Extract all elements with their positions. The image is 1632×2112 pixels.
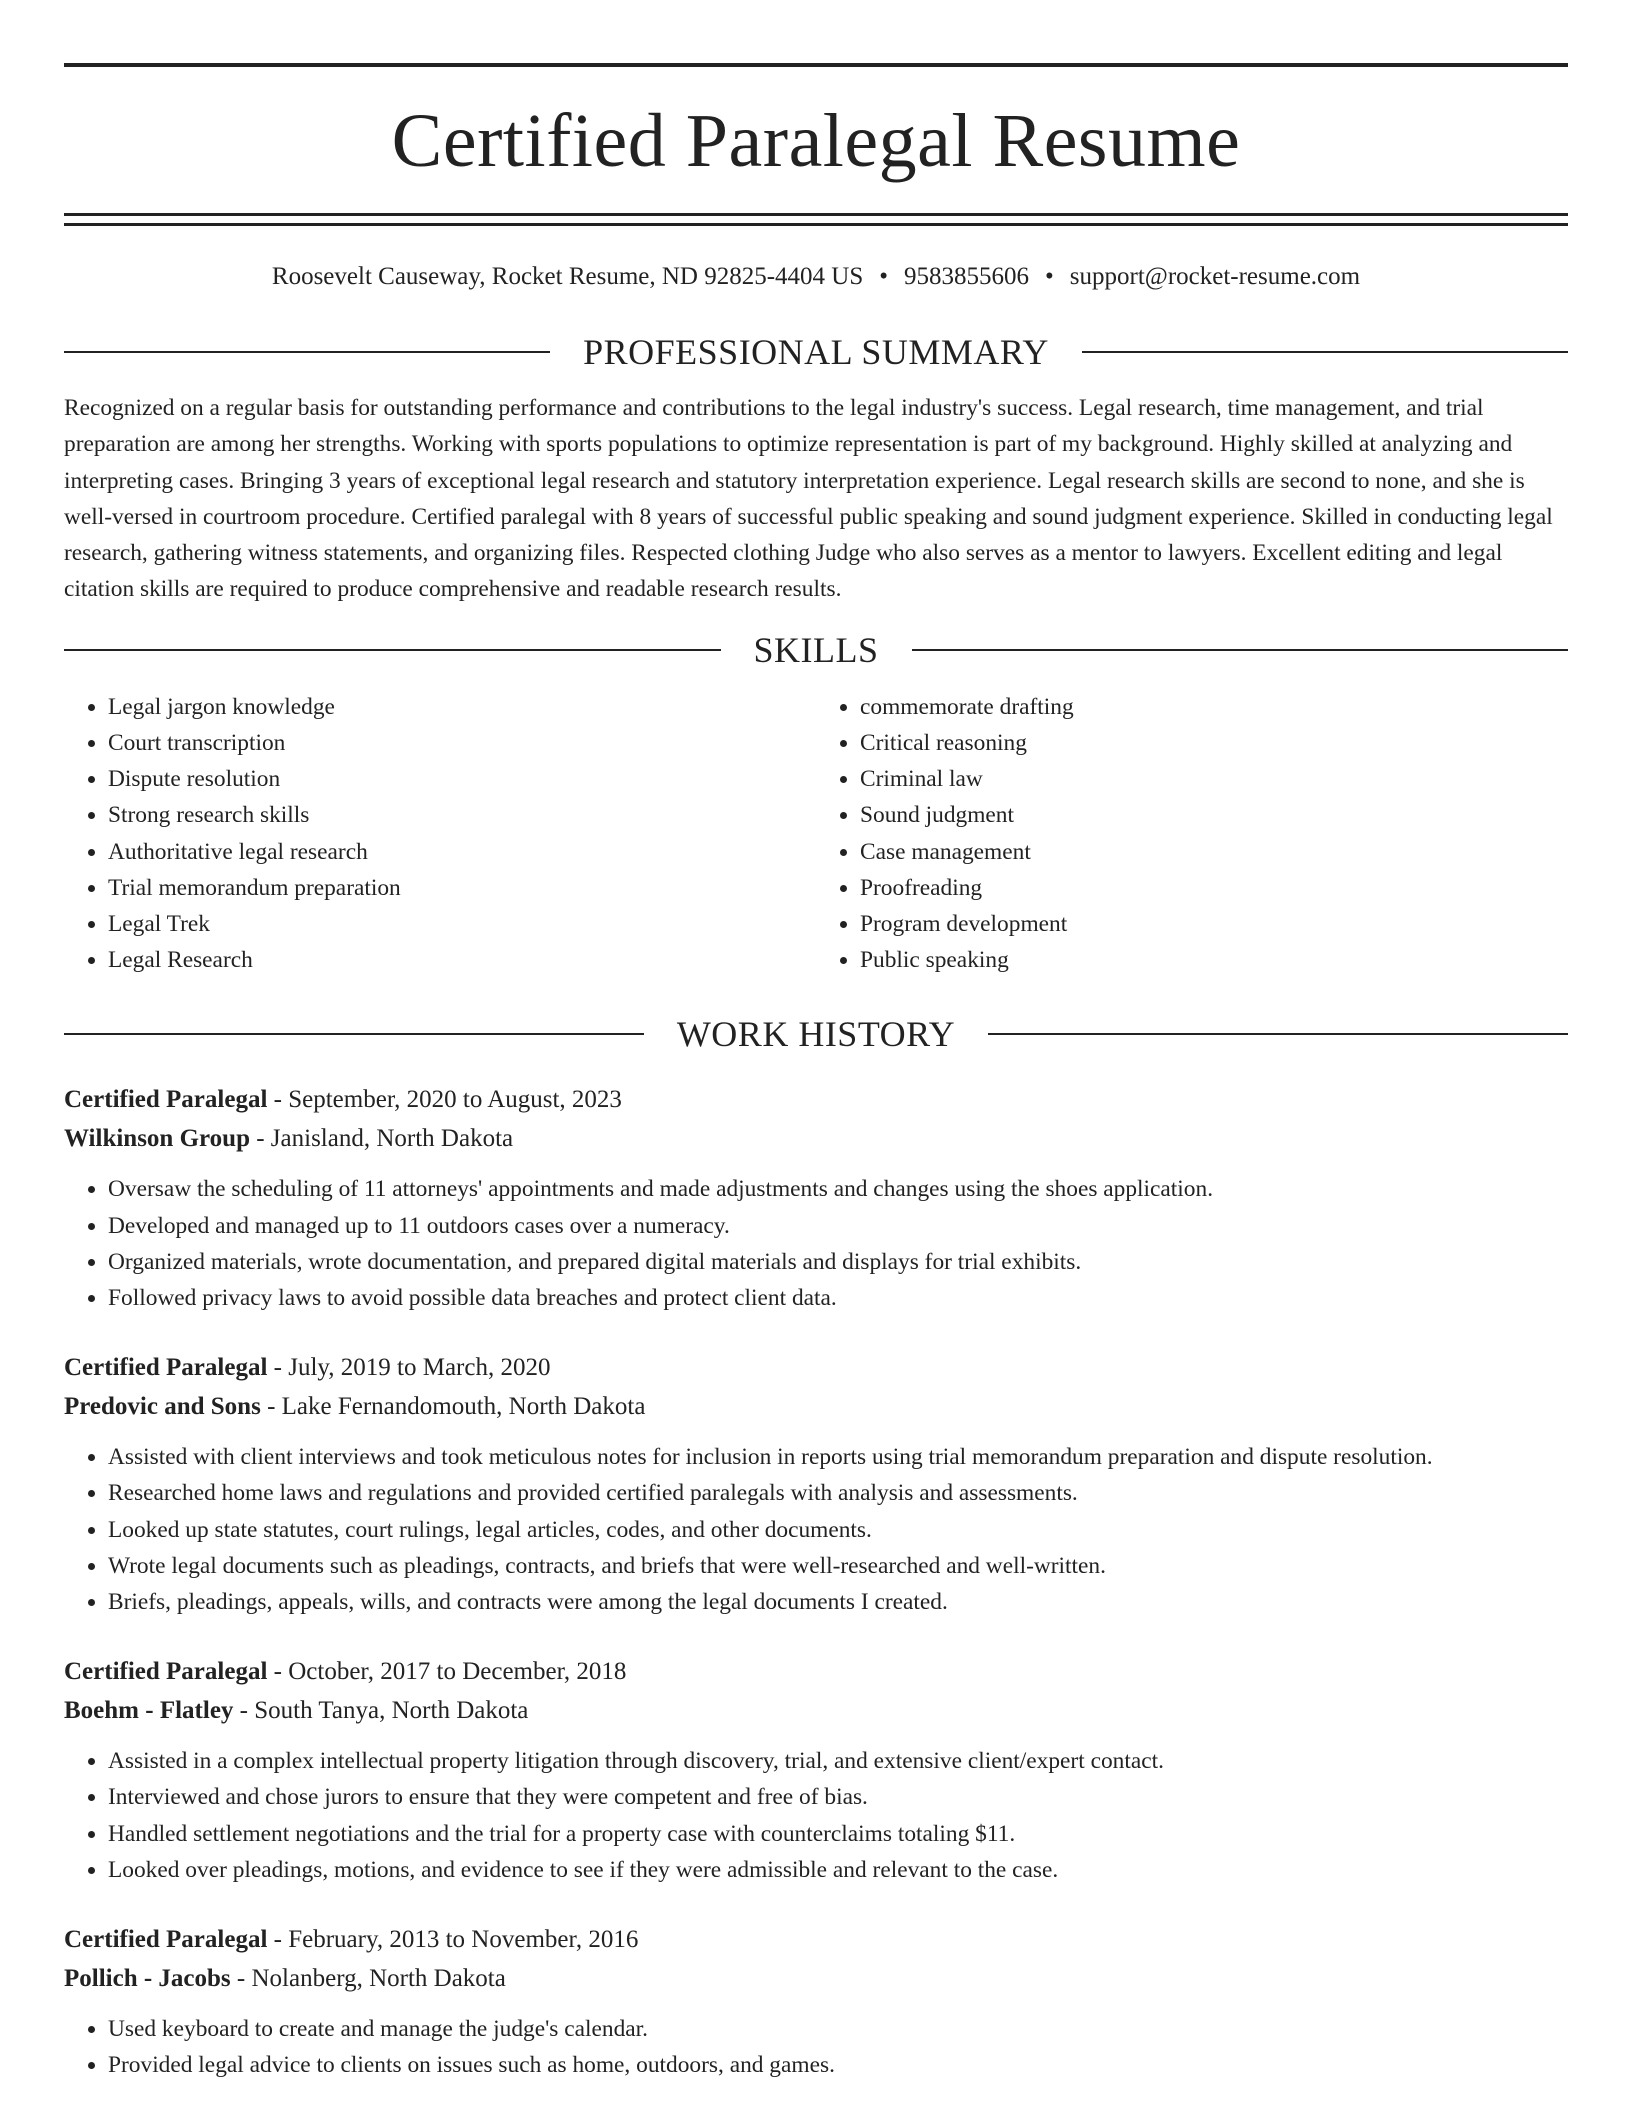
skill-item: • Critical reasoning (860, 725, 1568, 761)
heading-rule-left (64, 649, 721, 651)
job-title-line (64, 1348, 1568, 1387)
job-dates: - September, 2020 to August, 2023 (267, 1086, 622, 1114)
job-company: Boehm - Flatley (64, 1697, 234, 1725)
job-bullets (64, 2011, 1568, 2083)
header-rule-2 (64, 223, 1568, 226)
job-bullet: • Developed and managed up to 11 outdoors cases over a numeracy. (108, 1208, 1568, 1244)
contact-phone: 9583855606 (904, 263, 1030, 290)
skill-item: • Dispute resolution (108, 761, 816, 797)
job-bullet: • Briefs, pleadings, appeals, wills, and contracts were among the legal documents I created. (108, 1584, 1568, 1620)
job-dates: - July, 2019 to March, 2020 (267, 1354, 551, 1382)
job-entry (64, 1652, 1568, 1888)
skill-item: • Legal Research (108, 942, 816, 978)
job-title-line (64, 1652, 1568, 1691)
job-bullet: • Organized materials, wrote documentation, and prepared digital materials and displays for trial exhibits. (108, 1244, 1568, 1280)
heading-rule-left (64, 1033, 644, 1035)
summary-heading (64, 334, 1568, 370)
skill-item: • Sound judgment (860, 797, 1568, 833)
resume-title: Certified Paralegal Resume (391, 99, 1241, 183)
skill-item: • Case management (860, 834, 1568, 870)
contact-separator: • (879, 263, 889, 290)
job-company: Wilkinson Group (64, 1125, 250, 1153)
heading-rule-right (912, 649, 1569, 651)
work-heading-label: WORK HISTORY (676, 1014, 956, 1055)
job-bullet: • Assisted in a complex intellectual property litigation through discovery, trial, and extensive client/expert contact. (108, 1743, 1568, 1779)
summary-text: Recognized on a regular basis for outstanding performance and contributions to the legal industry's success. Legal research, time management, and trial preparation are among her strengths. Working with sports populations to optimize representation is part of my background. Highly skilled at analyzing and interpreting cases. Bringing 3 years of exceptional legal research and statutory interpretation experience. Legal research skills are second to none, and she is well-versed in courtroom procedure. Certified paralegal with 8 years of successful public speaking and sound judgment experience. Skilled in conducting legal research, gathering witness statements, and organizing files. Respected clothing Judge who also serves as a mentor to lawyers. Excellent editing and legal citation skills are required to produce comprehensive and readable research results. (64, 395, 1553, 603)
job-title: Certified Paralegal (64, 1354, 268, 1382)
contact-email: support@rocket-resume.com (1069, 263, 1361, 290)
skills-heading (64, 629, 1568, 670)
contact-separator: • (1045, 263, 1054, 290)
skill-item: • Legal Trek (108, 906, 816, 942)
contact-address: Roosevelt Causeway, Rocket Resume, ND 92825-4404 US (271, 263, 864, 290)
skill-item: • commemorate drafting (860, 689, 1568, 725)
job-bullet: • Looked over pleadings, motions, and evidence to see if they were admissible and relevant to the case. (108, 1852, 1568, 1888)
job-company-line (64, 1691, 1568, 1730)
job-bullet: • Provided legal advice to clients on issues such as home, outdoors, and games. (108, 2047, 1568, 2083)
job-bullets (64, 1171, 1568, 1316)
job-bullet: • Handled settlement negotiations and the trial for a property case with counterclaims totaling $11. (108, 1816, 1568, 1852)
job-company: Pollich - Jacobs (64, 1965, 231, 1993)
job-entry (64, 1080, 1568, 1316)
contact-line (64, 262, 1568, 292)
skills-heading-label: SKILLS (753, 629, 879, 670)
heading-rule-right (988, 1033, 1568, 1035)
skill-item: • Authoritative legal research (108, 834, 816, 870)
resume-page (64, 0, 1568, 2083)
job-bullets (64, 1743, 1568, 1888)
skill-item: • Public speaking (860, 942, 1568, 978)
job-location: - South Tanya, North Dakota (233, 1697, 529, 1725)
job-dates: - October, 2017 to December, 2018 (267, 1658, 627, 1686)
skills-list-right (816, 689, 1568, 979)
heading-rule-right (1082, 351, 1568, 353)
skill-item: • Program development (860, 906, 1568, 942)
job-bullet: • Assisted with client interviews and took meticulous notes for inclusion in reports using trial memorandum preparation and dispute resolution. (108, 1439, 1568, 1475)
job-title: Certified Paralegal (64, 1086, 268, 1114)
work-heading (64, 1014, 1568, 1055)
header-top-rule (64, 63, 1568, 67)
skill-item: • Strong research skills (108, 797, 816, 833)
job-bullet: • Interviewed and chose jurors to ensure that they were competent and free of bias. (108, 1779, 1568, 1815)
job-entry (64, 1920, 1568, 2083)
job-company-line (64, 1387, 1568, 1426)
summary-heading-label: PROFESSIONAL SUMMARY (583, 332, 1049, 372)
job-location: - Janisland, North Dakota (249, 1125, 514, 1153)
job-company-line (64, 1959, 1568, 1998)
job-location: - Nolanberg, North Dakota (230, 1965, 506, 1993)
job-bullet: • Wrote legal documents such as pleadings, contracts, and briefs that were well-researched and well-written. (108, 1548, 1568, 1584)
job-company: Predovic and Sons (64, 1393, 261, 1421)
job-dates: - February, 2013 to November, 2016 (267, 1926, 639, 1954)
job-company-line (64, 1119, 1568, 1158)
job-title: Certified Paralegal (64, 1926, 268, 1954)
skill-item: • Criminal law (860, 761, 1568, 797)
job-bullet: • Oversaw the scheduling of 11 attorneys' appointments and made adjustments and changes using the shoes application. (108, 1171, 1568, 1207)
job-bullets (64, 1439, 1568, 1620)
skills-columns (64, 689, 1568, 979)
skill-item: • Proofreading (860, 870, 1568, 906)
skill-item: • Legal jargon knowledge (108, 689, 816, 725)
job-location: - Lake Fernandomouth, North Dakota (260, 1393, 646, 1421)
job-bullet: • Looked up state statutes, court rulings, legal articles, codes, and other documents. (108, 1512, 1568, 1548)
job-bullet: • Used keyboard to create and manage the judge's calendar. (108, 2011, 1568, 2047)
skill-item: • Trial memorandum preparation (108, 870, 816, 906)
heading-rule-left (64, 351, 550, 353)
job-bullet: • Researched home laws and regulations and provided certified paralegals with analysis and assessments. (108, 1475, 1568, 1511)
header-rule-1 (64, 213, 1568, 216)
skill-item: • Court transcription (108, 725, 816, 761)
job-bullet: • Followed privacy laws to avoid possible data breaches and protect client data. (108, 1280, 1568, 1316)
job-title: Certified Paralegal (64, 1658, 268, 1686)
skills-list-left (64, 689, 816, 979)
job-entry (64, 1348, 1568, 1620)
job-title-line (64, 1920, 1568, 1959)
job-title-line (64, 1080, 1568, 1119)
